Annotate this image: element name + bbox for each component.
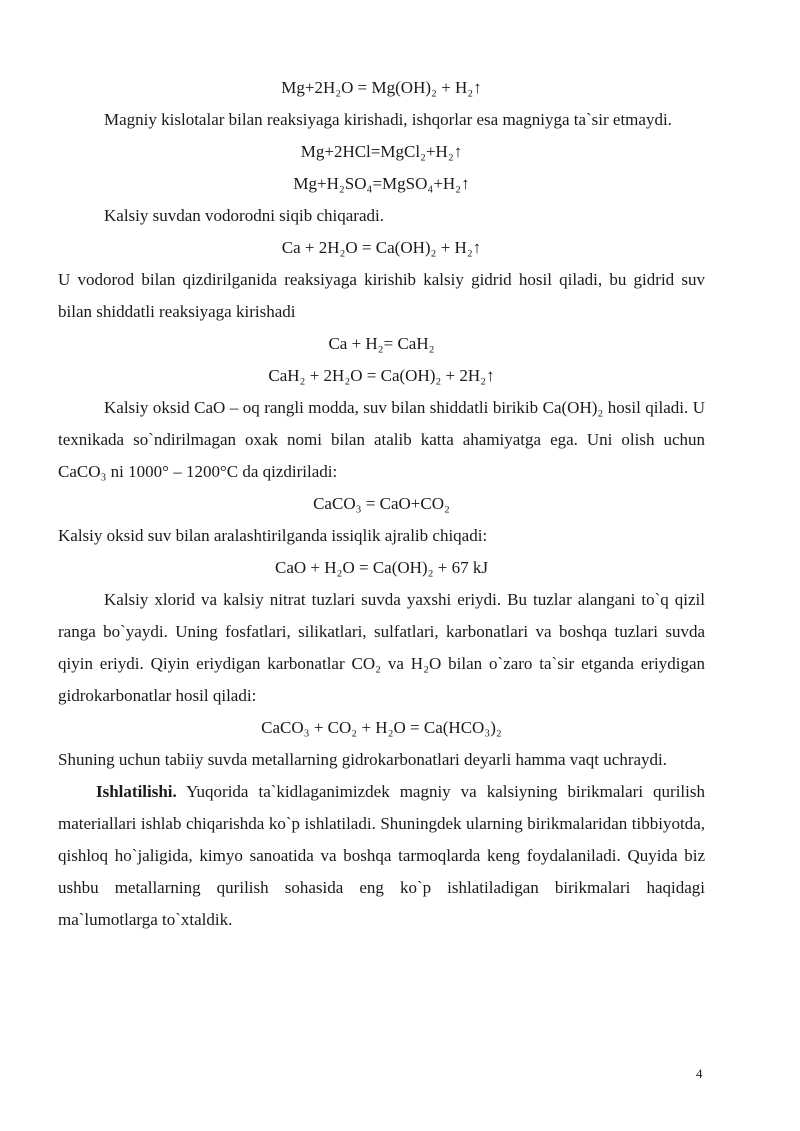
paragraph-calcium-water: Kalsiy suvdan vodorodni siqib chiqaradi. bbox=[104, 206, 384, 225]
equation-mg-h2so4: Mg+H₂SO₄=MgSO₄+H₂↑ bbox=[293, 174, 470, 193]
equation-cah2-water: CaH₂ + 2H₂O = Ca(OH)₂ + 2H₂↑ bbox=[268, 366, 495, 385]
paragraph-calcium-salts: Kalsiy xlorid va kalsiy nitrat tuzlari suvda yaxshi eriydi. Bu tuzlar alangani to`q qizil ranga bo`yaydi. Uning fosfatlari, silikatlari, sulfatlari, karbonatlari va boshqa tuzlari suvda qiyin eriydi. Qiyin eriydigan karbonatlar CO₂ va H₂O bilan o`zaro ta`sir etganda eriydigan gidrokarbonatlar hosil qiladi: bbox=[58, 590, 705, 705]
equation-caco3-decomposition: CaCO₃ = CaO+CO₂ bbox=[313, 494, 450, 513]
paragraph-usage bbox=[58, 776, 705, 936]
paragraph-magnesium-acids: Magniy kislotalar bilan reaksiyaga kirishadi, ishqorlar esa magniyga ta`sir etmaydi. bbox=[104, 110, 672, 129]
equation-mg-water: Mg+2H₂O = Mg(OH)₂ + H₂↑ bbox=[281, 78, 482, 97]
paragraph-calcium-hydride: U vodorod bilan qizdirilganida reaksiyaga kirishib kalsiy gidrid hosil qiladi, bu gidrid suv bilan shiddatli reaksiyaga kirishadi bbox=[58, 270, 705, 321]
paragraph-natural-water: Shuning uchun tabiiy suvda metallarning gidrokarbonatlari deyarli hamma vaqt uchraydi. bbox=[58, 750, 668, 769]
document-body bbox=[58, 72, 705, 936]
equation-ca-water: Ca + 2H₂O = Ca(OH)₂ + H₂↑ bbox=[281, 238, 482, 257]
usage-heading: Ishlatilishi. bbox=[96, 782, 177, 801]
usage-text: Yuqorida ta`kidlaganimizdek magniy va kalsiyning birikmalari qurilish materiallari ishlab chiqarishda ko`p ishlatiladi. Shuningdek ularning birikmalaridan tibbiyotda, qishloq ho`jaligida, kimyo sanoatida va boshqa tarmoqlarda keng foydalaniladi. Quyida biz ushbu metallarning qurilish sohasida eng ko`p ishlatiladigan birikmalari haqidagi ma`lumotlarga to`xtaldik. bbox=[58, 782, 705, 929]
paragraph-cao-heat: Kalsiy oksid suv bilan aralashtirilganda issiqlik ajralib chiqadi: bbox=[58, 526, 488, 545]
equation-caco3-bicarbonate: CaCO₃ + CO₂ + H₂O = Ca(HCO₃)₂ bbox=[261, 718, 502, 737]
equation-ca-h2: Ca + H₂= CaH₂ bbox=[328, 334, 435, 353]
equation-mg-hcl: Mg+2HCl=MgCl₂+H₂↑ bbox=[300, 142, 463, 161]
equation-cao-water: CaO + H₂O = Ca(OH)₂ + 67 kJ bbox=[275, 558, 488, 577]
paragraph-calcium-oxide: Kalsiy oksid CaO – oq rangli modda, suv bilan shiddatli birikib Ca(OH)₂ hosil qiladi. U texnikada so`ndirilmagan oxak nomi bilan atalib katta ahamiyatga ega. Uni olish uchun CaCO₃ ni 1000° – 1200°C da qizdiriladi: bbox=[58, 398, 705, 481]
page-number: 4 bbox=[696, 1066, 703, 1081]
